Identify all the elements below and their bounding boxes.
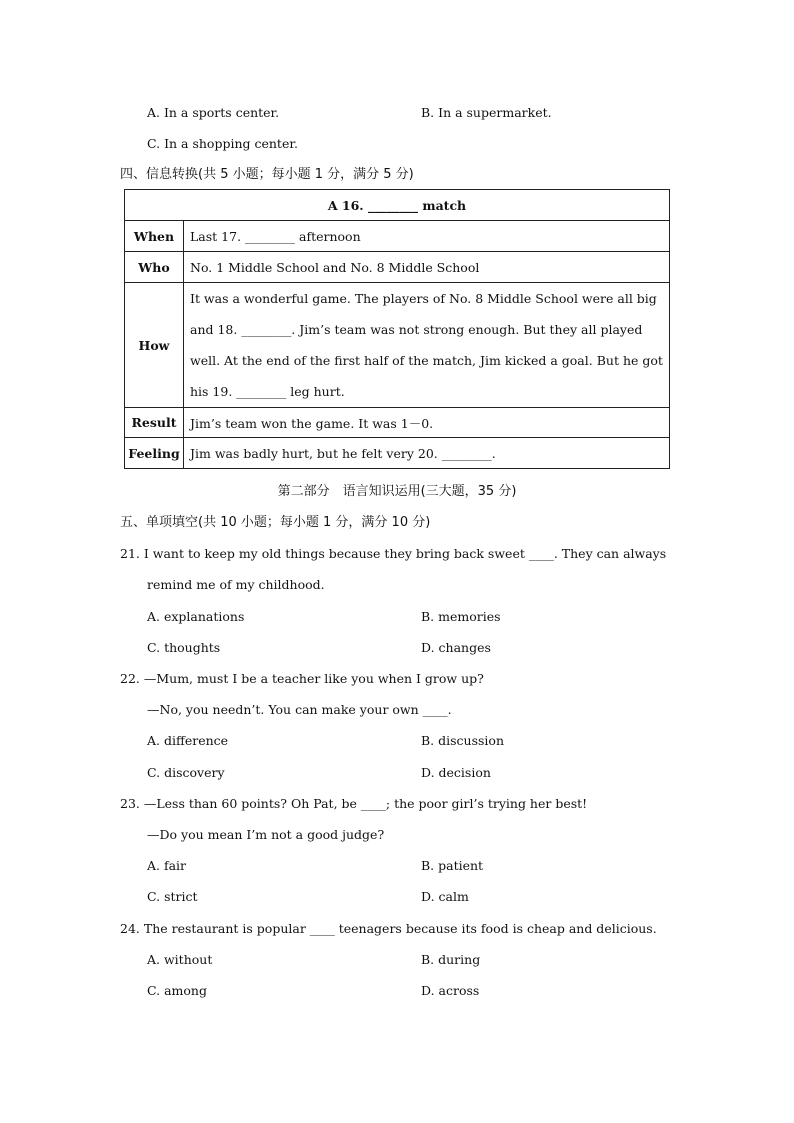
table-row (125, 283, 670, 408)
option: B. discussion (421, 733, 505, 748)
option-c: C. In a shopping center. (147, 136, 298, 151)
table-row (125, 221, 670, 252)
table-row (125, 252, 670, 283)
info-transfer-table (124, 189, 670, 469)
option: C. strict (147, 889, 198, 904)
option: D. decision (421, 765, 491, 780)
table-row (125, 438, 670, 469)
section-heading: 四、信息转换(共 5 小题；每小题 1 分，满分 5 分) (120, 167, 414, 182)
row-key: Feeling (125, 438, 184, 469)
row-value: Jim was badly hurt, but he felt very 20. ________. (184, 438, 670, 469)
row-value: It was a wonderful game. The players of No. 8 Middle School were all big and 18. ________. Jim’s team was not strong enough. But they all played well. At the end of the first half of the match, Jim kicked a goal. But he got his 19. ________ leg hurt. (184, 283, 670, 408)
option: A. without (147, 952, 213, 967)
row-key: Who (125, 252, 184, 283)
question-text: 23. —Less than 60 points? Oh Pat, be ____; the poor girl’s trying her best! (120, 796, 588, 811)
row-key: Result (125, 408, 184, 438)
option: C. thoughts (147, 640, 221, 655)
question-text: —Do you mean I’m not a good judge? (147, 827, 385, 842)
row-key: When (125, 221, 184, 252)
option: C. among (147, 983, 207, 998)
question-text: remind me of my childhood. (147, 577, 325, 592)
question-text: —No, you needn’t. You can make your own ____. (147, 702, 452, 717)
option: B. during (421, 952, 481, 967)
option: A. explanations (147, 609, 245, 624)
option-a: A. In a sports center. (147, 105, 280, 120)
option: D. calm (421, 889, 469, 904)
row-key: How (125, 283, 184, 408)
row-value: Last 17. ________ afternoon (184, 221, 670, 252)
section-heading: 五、单项填空(共 10 小题；每小题 1 分，满分 10 分) (120, 515, 431, 530)
table-row (125, 408, 670, 438)
option-b: B. In a supermarket. (421, 105, 552, 120)
part-heading: 第二部分 语言知识运用(三大题，35 分) (277, 484, 517, 499)
question-text: 24. The restaurant is popular ____ teenagers because its food is cheap and delicious. (120, 921, 657, 936)
option: B. memories (421, 609, 501, 624)
question-text: 22. —Mum, must I be a teacher like you when I grow up? (120, 671, 484, 686)
row-value: Jim’s team won the game. It was 1－0. (184, 408, 670, 438)
question-text: 21. I want to keep my old things because they bring back sweet ____. They can always (120, 546, 667, 561)
option: C. discovery (147, 765, 225, 780)
option: D. across (421, 983, 480, 998)
option: B. patient (421, 858, 484, 873)
option: A. difference (147, 733, 229, 748)
option: A. fair (147, 858, 187, 873)
table-title: A 16. ________ match (125, 190, 670, 221)
row-value: No. 1 Middle School and No. 8 Middle School (184, 252, 670, 283)
option: D. changes (421, 640, 491, 655)
